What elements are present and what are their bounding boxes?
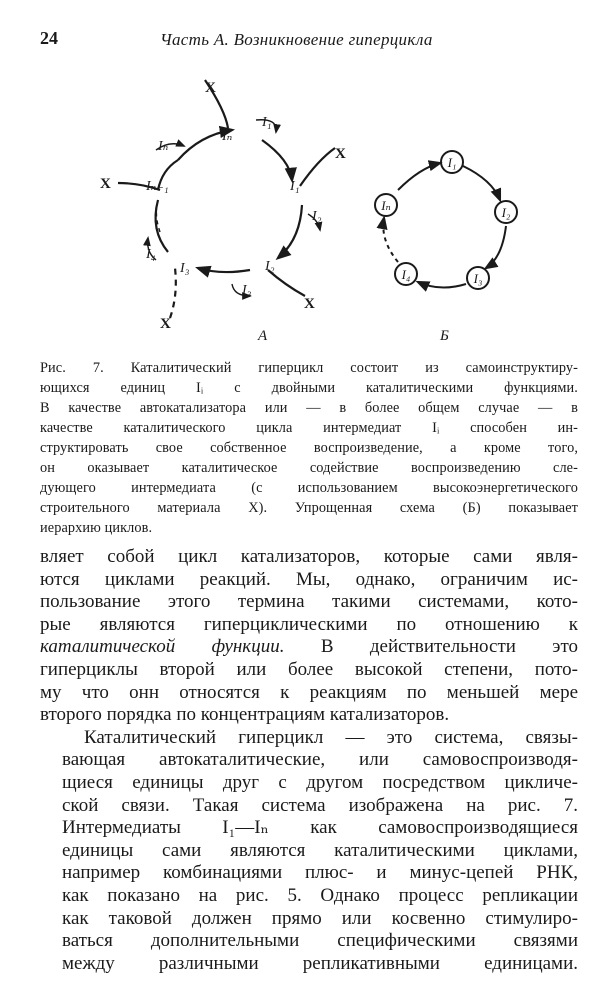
- ring-arc-bottom: [198, 268, 250, 272]
- text-line: между различными репликативными единицами.: [62, 952, 578, 974]
- hypercycle-figure: [0, 60, 616, 350]
- b-label-i1: I₁: [447, 155, 457, 170]
- text-line: второго порядка по концентрациям катализаторов.: [40, 704, 450, 726]
- caption-line: качестве каталитического цикла интермедиат Iᵢ способен ин-: [40, 420, 578, 436]
- text-line: Интермедиаты I₁—Iₙ как самовоспроизводящиеся: [62, 817, 578, 839]
- node-label-i3-outer: I₃: [242, 283, 252, 298]
- b-label-in: Iₙ: [381, 198, 391, 213]
- text-line: Каталитический гиперцикл — это система, связы-: [84, 726, 578, 748]
- text-line-mixed: [40, 636, 578, 659]
- caption-line: В качестве автокатализатора или — в более общем случае — в: [40, 400, 578, 416]
- paragraph-1: [40, 546, 578, 727]
- substrate-x-top: X: [205, 80, 216, 96]
- text-line: ваться дополнительными специфическими связями: [62, 930, 578, 952]
- caption-line: он оказывает каталитическое содействие воспроизведению сле-: [40, 460, 578, 476]
- text-line: рые являются гиперциклическими по отношению к: [40, 613, 578, 635]
- b-label-i4: I₄: [401, 267, 411, 282]
- page-number: 24: [40, 28, 58, 48]
- panel-a-label: А: [258, 328, 268, 344]
- text-line: вляет собой цикл катализаторов, которые сами явля-: [40, 546, 578, 567]
- figure-caption: [40, 358, 578, 538]
- text-line: гиперциклы второй или более высокой степени, пото-: [40, 658, 578, 680]
- text-line: ются циклами реакций. Мы, однако, ограничим ис-: [40, 568, 578, 590]
- text-line: пользование этого термина такими системами, кото-: [40, 591, 578, 613]
- ring-arc-right-lower: [278, 205, 302, 258]
- caption-line: структировать свое собственное воспроизведение, а кроме того,: [40, 440, 578, 456]
- body-text: [40, 546, 578, 975]
- caption-line: строительного материала X). Упрощенная схема (Б) показывает: [40, 500, 578, 516]
- text-line: как показано на рис. 5. Однако процесс репликации: [62, 884, 578, 906]
- node-label-i2-outer: I₂: [312, 209, 322, 224]
- text-line: как таковой должен прямо или косвенно стимулиро-: [62, 907, 578, 929]
- b-label-i2: I₂: [501, 205, 511, 220]
- text-line: вающая автокаталитические, или самовоспроизводя-: [62, 749, 578, 771]
- substrate-x-right: X: [335, 146, 346, 162]
- panel-b-diagram: [375, 151, 517, 289]
- node-label-in1: Iₙ₋₁: [146, 179, 169, 194]
- caption-line: дующего интермедиата (с использованием высокоэнергетического: [40, 480, 578, 496]
- feed-x-bottom-left: [170, 268, 176, 318]
- running-head: Часть А. Возникновение гиперцикла: [160, 30, 433, 49]
- node-label-i1: I₁: [290, 179, 300, 194]
- text-line: например комбинациями плюс- и минус-цепей РНК,: [62, 862, 578, 884]
- italic-term: каталитической функции.: [40, 636, 285, 658]
- paragraph-2: [40, 727, 578, 976]
- b-label-i3: I₃: [473, 271, 483, 286]
- panel-a-labels: [145, 115, 322, 298]
- panel-b-label: Б: [440, 328, 449, 344]
- feed-x-right: [300, 148, 335, 186]
- node-label-in-outer: Iₙ: [222, 129, 233, 144]
- ring-arc-right-upper: [262, 140, 292, 180]
- substrate-x-bottom-left: X: [160, 316, 171, 332]
- substrate-x-bottom-right: X: [304, 296, 315, 312]
- b-arc-5-dashed: [383, 218, 398, 262]
- text-fragment: В действительности это: [284, 636, 579, 658]
- caption-line: иерархию циклов.: [40, 520, 153, 536]
- text-line: щиеся единицы друг с другом посредством цикличе-: [62, 771, 578, 793]
- text-line: ской связи. Такая система изображена на рис. 7.: [62, 794, 578, 816]
- node-label-i3: I₃: [180, 261, 190, 276]
- substrate-x-left: X: [100, 176, 111, 192]
- panel-b-labels: [380, 155, 511, 286]
- node-label-i1-outer: I₁: [262, 115, 272, 130]
- text-line: му что онн относятся к реакциям по меньшей мере: [40, 681, 578, 703]
- panel-a-diagram: [118, 80, 335, 318]
- node-label-i4: I₄: [146, 247, 156, 262]
- b-arc-4: [418, 282, 466, 288]
- text-line: единицы сами являются каталитическими циклами,: [62, 839, 578, 861]
- caption-line: Рис. 7. Каталитический гиперцикл состоит из самоинструктиру-: [40, 360, 578, 376]
- panel-a-substrate-labels: [100, 80, 346, 332]
- b-arc-2: [463, 166, 500, 200]
- caption-line: ющихся единиц Iᵢ с двойными каталитическими функциями.: [40, 380, 578, 396]
- b-arc-1: [398, 163, 440, 190]
- b-arc-3: [486, 226, 506, 268]
- node-label-i2: I₂: [265, 259, 275, 274]
- node-label-in-left: Iₙ: [158, 139, 169, 154]
- ring-arc-left-lower: [156, 200, 168, 252]
